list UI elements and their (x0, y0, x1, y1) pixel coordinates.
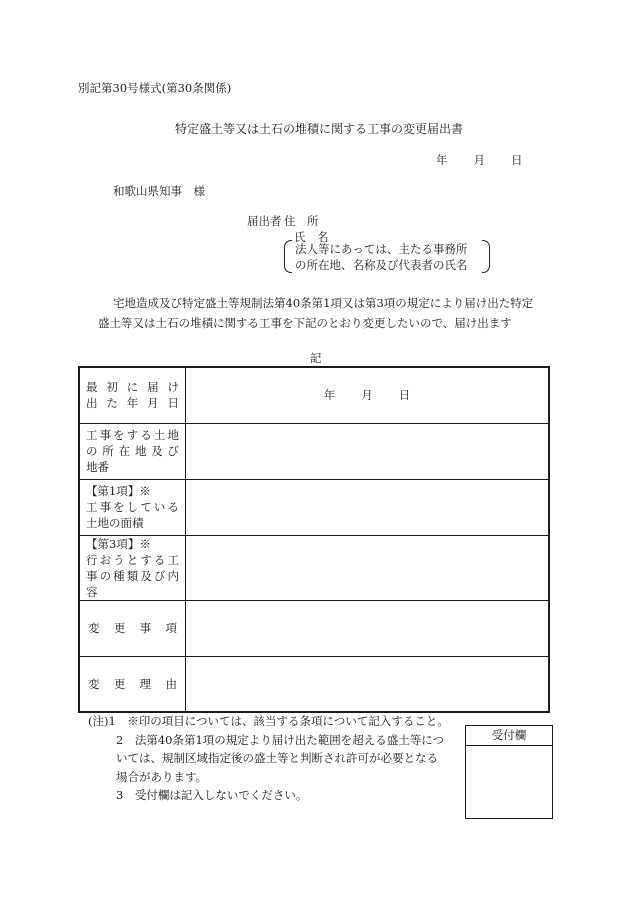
row3-line1: 【第1項】※ (86, 484, 151, 498)
date-month: 月 (473, 153, 485, 167)
row4-line4: 容 (86, 584, 98, 599)
row1-line1: 最初に届け (86, 380, 179, 395)
row2-line1: 工事をする土地 (86, 428, 179, 442)
table-row (79, 535, 549, 600)
row2-line3: 地番 (86, 460, 109, 474)
table-row (79, 600, 549, 656)
body-text-line2: 盛土等又は土石の堆積に関する工事を下記のとおり変更したいので、届け出ます (98, 316, 512, 330)
row-land-location-label (79, 423, 186, 479)
row4-line1: 【第3項】※ (86, 536, 151, 551)
note-line2: 2 法第40条第1項の規定より届け出た範囲を超える盛土等につ (116, 732, 445, 747)
note-line4: 場合があります。 (116, 769, 208, 784)
row1-day: 日 (398, 388, 411, 403)
form-number: 別記第30号様式(第30条関係) (78, 81, 232, 95)
submission-date (436, 152, 523, 168)
bracket-note-line1: 法人等にあっては、主たる事務所 (295, 242, 468, 256)
table-row (79, 367, 549, 423)
note-line3: いては、規制区域指定後の盛土等と判断され許可が必要となる (116, 751, 438, 765)
row-land-area-label (79, 479, 186, 535)
notes (88, 712, 449, 805)
row4-line2: 行おうとする工 (86, 552, 179, 567)
first-date-field[interactable] (186, 367, 550, 423)
date-day: 日 (511, 153, 523, 167)
note-line5: 3 受付欄は記入しないでください。 (116, 788, 308, 802)
date-year: 年 (436, 153, 448, 167)
table-row (79, 656, 549, 712)
receipt-label: 受付欄 (466, 726, 552, 746)
form-table (78, 366, 550, 713)
row-first-date-label (79, 367, 186, 423)
applicant-label: 届出者 (247, 214, 282, 228)
receipt-box[interactable] (465, 725, 553, 819)
row4-line3: 事の種類及び内 (86, 568, 179, 583)
row1-month: 月 (361, 388, 373, 403)
row-change-reason-label (79, 656, 186, 712)
body-text-line1: 宅地造成及び特定盛土等規制法第40条第1項又は第3項の規定により届け出た特定 (113, 296, 534, 310)
ki-heading: 記 (310, 351, 322, 365)
applicant-address-label: 住 所 (284, 214, 319, 228)
row5-label: 変更事項 (88, 621, 177, 635)
applicant-name-label: 氏 名 (294, 230, 329, 244)
change-items-field[interactable] (186, 600, 550, 656)
table-row (79, 479, 549, 535)
land-area-field[interactable] (186, 479, 550, 535)
row3-line3: 土地の面積 (86, 516, 144, 530)
table-row (79, 423, 549, 479)
work-type-field[interactable] (186, 535, 550, 600)
change-reason-field[interactable] (186, 656, 550, 712)
applicant-note-bracket (284, 240, 490, 273)
row1-year: 年 (323, 388, 336, 403)
row-change-items-label (79, 600, 186, 656)
document-title: 特定盛土等又は土石の堆積に関する工事の変更届出書 (175, 122, 464, 136)
land-location-field[interactable] (186, 423, 550, 479)
row2-line2: の所在地及び (86, 444, 179, 458)
row1-line2: 出た年月日 (86, 396, 179, 411)
note-line1: (注)1 ※印の項目については、該当する条項について記入すること。 (88, 714, 449, 728)
bracket-note-line2: の所在地、名称及び代表者の氏名 (295, 258, 468, 272)
row3-line2: 工事をしている (86, 500, 179, 514)
row6-label: 変更理由 (88, 676, 177, 691)
row-work-type-label (79, 535, 186, 600)
addressee: 和歌山県知事 様 (113, 184, 205, 198)
